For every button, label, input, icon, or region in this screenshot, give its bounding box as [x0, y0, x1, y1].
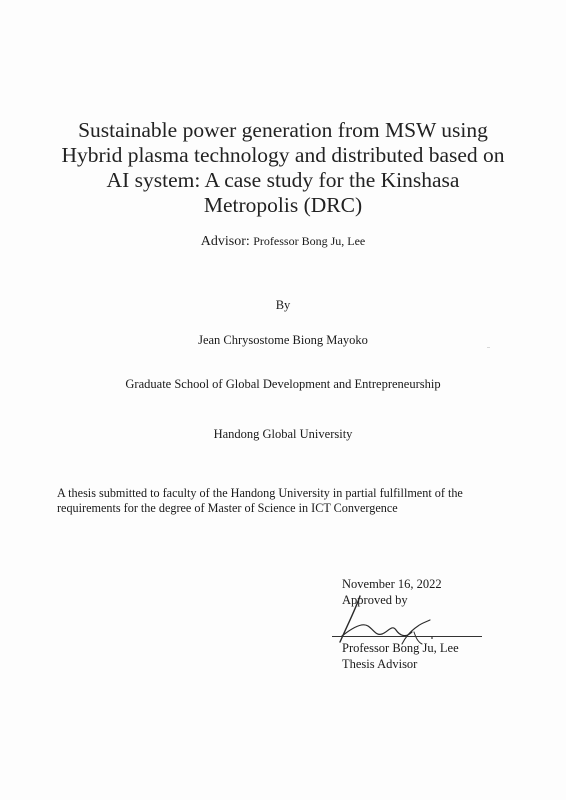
submission-statement: [57, 486, 527, 516]
advisor-name: Professor Bong Ju, Lee: [253, 234, 366, 248]
submission-statement-line-1: A thesis submitted to faculty of the Handong University in partial fulfillment of the: [57, 486, 463, 500]
thesis-title-line-1: Sustainable power generation from MSW using: [78, 118, 488, 142]
approved-by-label: Approved by: [342, 593, 408, 607]
school-name: Graduate School of Global Development and Entrepreneurship: [125, 377, 441, 391]
signature-rule: [332, 636, 482, 637]
thesis-title-line-4: Metropolis (DRC): [203, 193, 363, 217]
by-label: By: [275, 298, 291, 312]
scan-speck: [487, 347, 490, 348]
advisor-label: Advisor:: [200, 234, 250, 249]
approver-role: Thesis Advisor: [342, 657, 418, 671]
thesis-title-line-3: AI system: A case study for the Kinshasa: [106, 168, 460, 192]
approver-name: Professor Bong Ju, Lee: [342, 641, 459, 655]
thesis-title-line-2: Hybrid plasma technology and distributed based on: [61, 143, 505, 167]
submission-statement-line-2: requirements for the degree of Master of Science in ICT Convergence: [57, 501, 398, 515]
advisor-line: [0, 232, 566, 251]
thesis-title: [60, 118, 506, 218]
approval-date: November 16, 2022: [342, 577, 442, 591]
university-name: Handong Global University: [213, 427, 353, 441]
author-name: Jean Chrysostome Biong Mayoko: [198, 333, 368, 347]
